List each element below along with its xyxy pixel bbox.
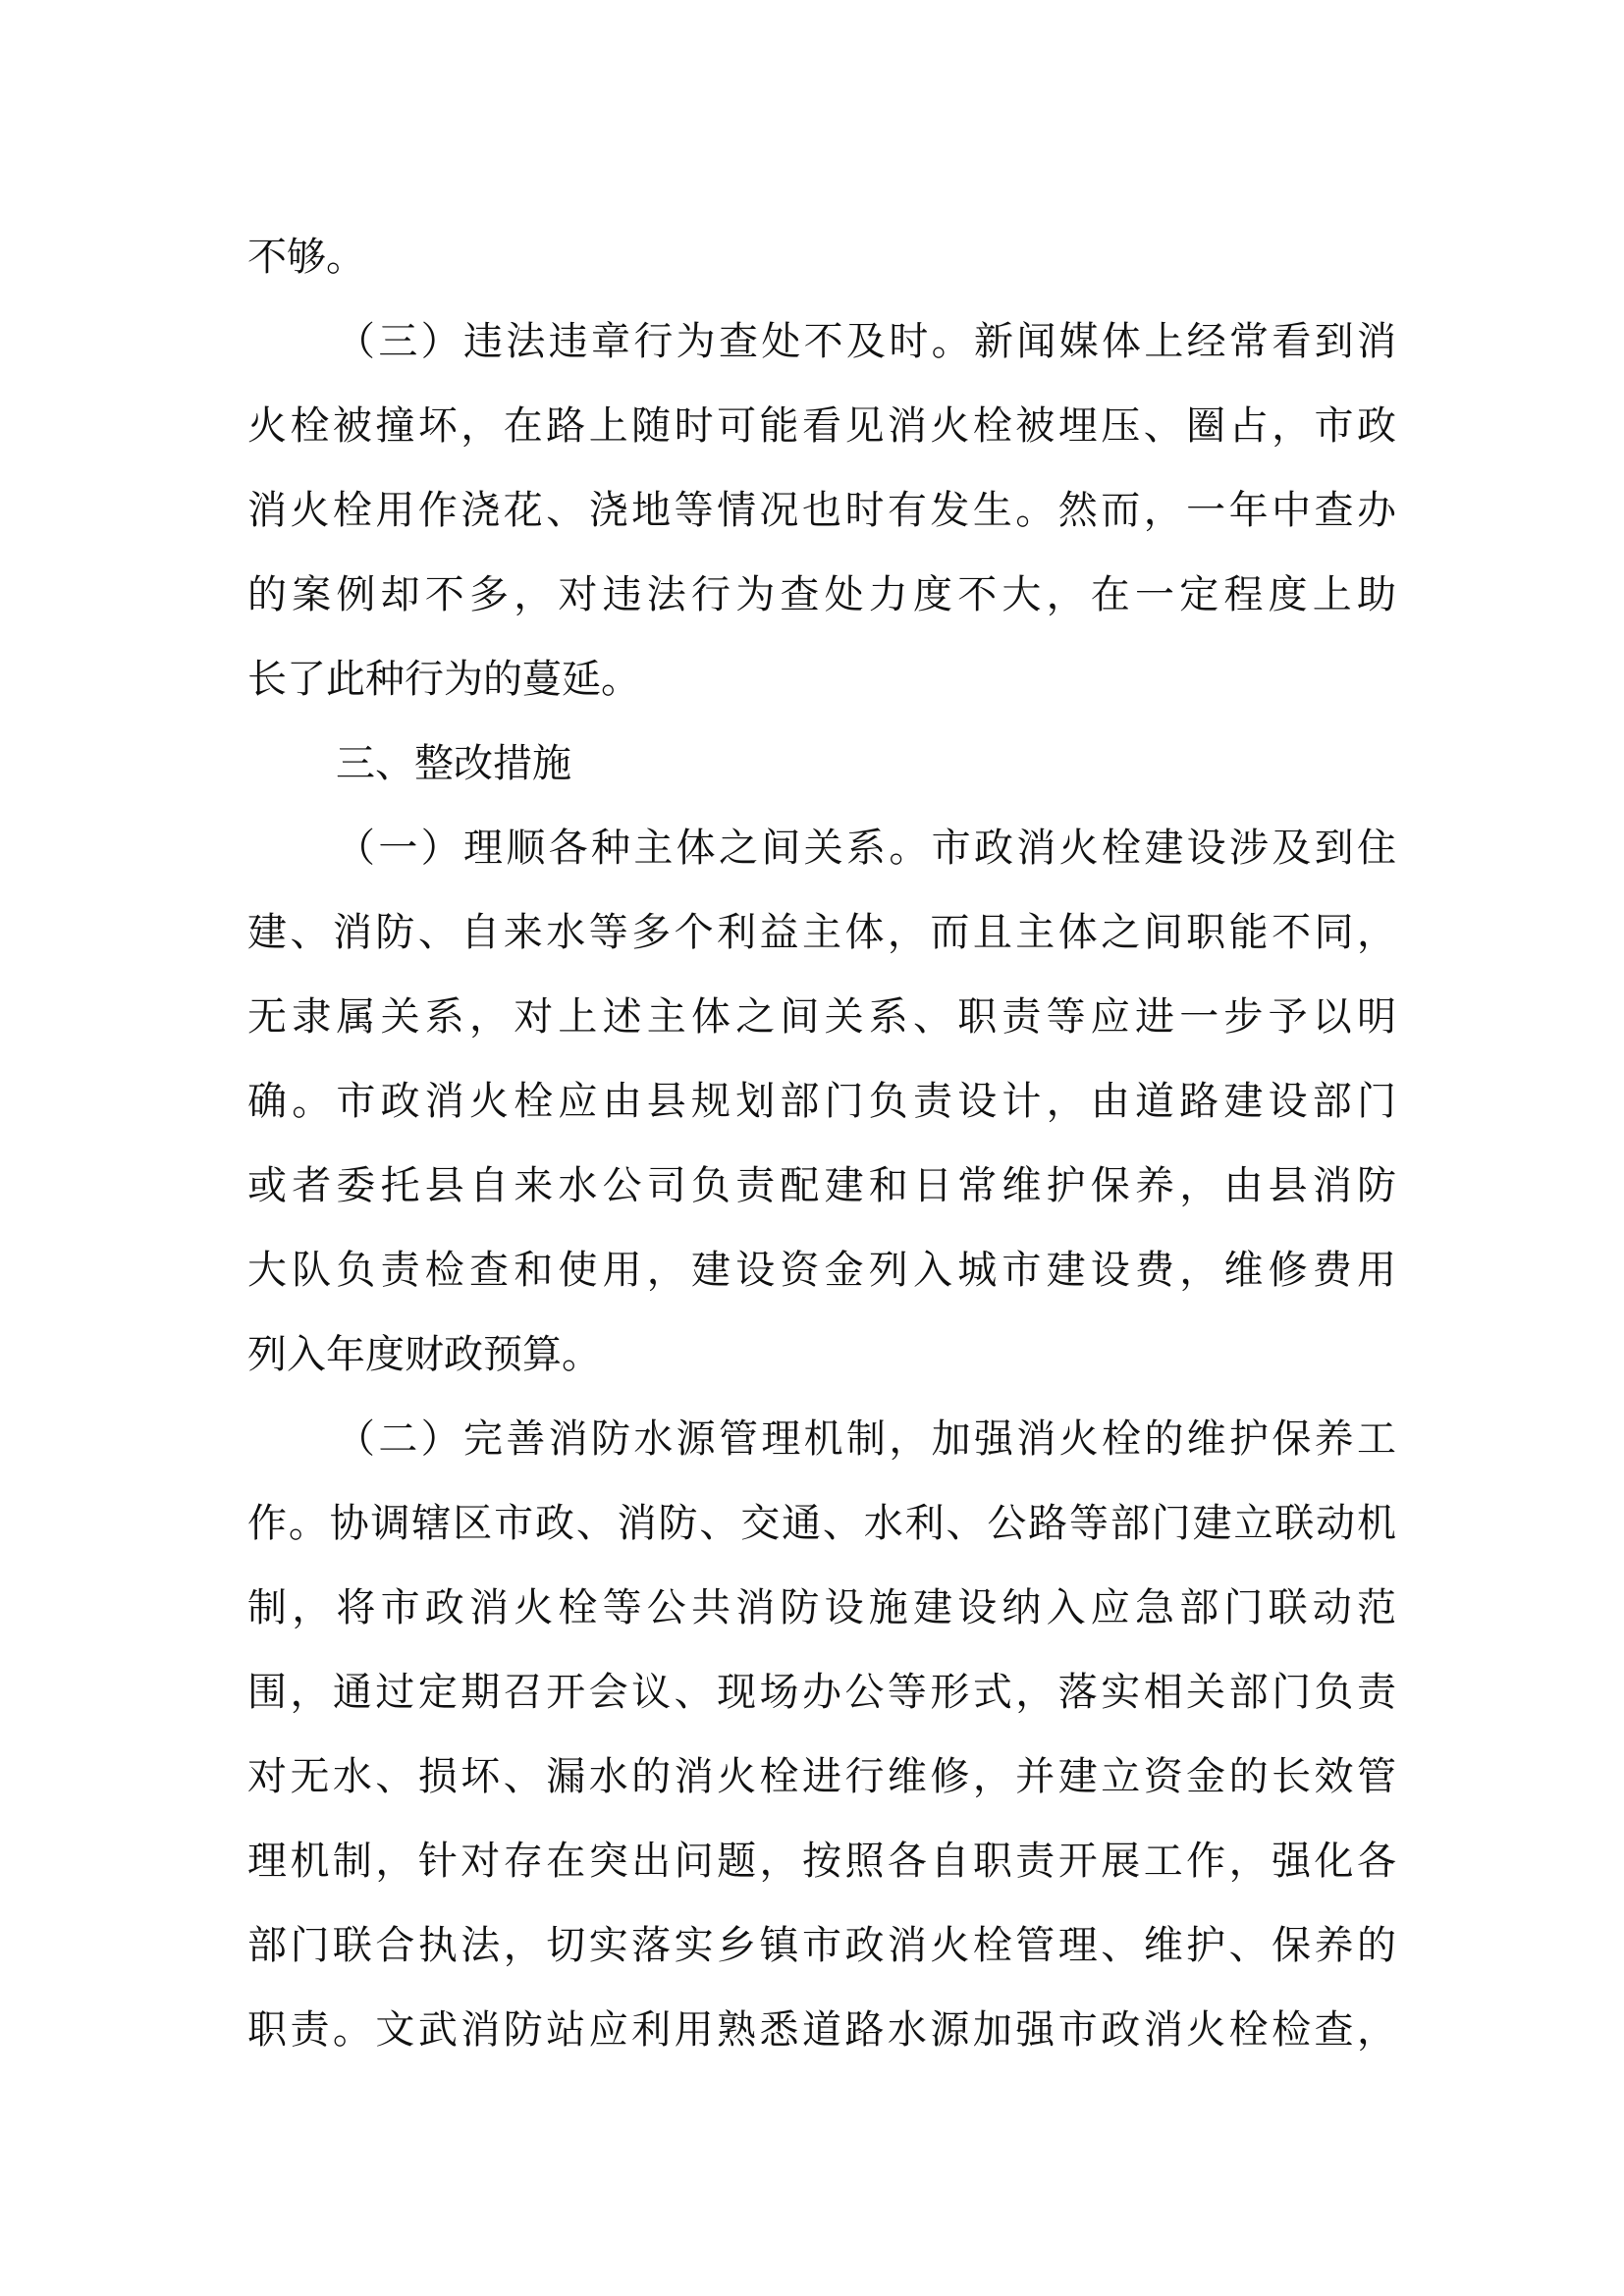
text-line: 作。协调辖区市政、消防、交通、水利、公路等部门建立联动机 [247,1501,1396,1546]
text-line: 理机制，针对存在突出问题，按照各自职责开展工作，强化各 [247,1839,1396,1884]
text-line: 消火栓用作浇花、浇地等情况也时有发生。然而，一年中查办 [247,488,1396,533]
text-line: 列入年度财政预算。 [247,1332,601,1377]
text-line: 火栓被撞坏，在路上随时可能看见消火栓被埋压、圈占，市政 [247,403,1396,449]
text-line: 或者委托县自来水公司负责配建和日常维护保养，由县消防 [247,1163,1396,1208]
text-line: 职责。文武消防站应利用熟悉道路水源加强市政消火栓检查， [247,2007,1396,2053]
text-line: 制，将市政消火栓等公共消防设施建设纳入应急部门联动范 [247,1585,1396,1630]
text-line: 确。市政消火栓应由县规划部门负责设计，由道路建设部门 [247,1079,1396,1124]
text-line: 大队负责检查和使用，建设资金列入城市建设费，维修费用 [247,1248,1396,1293]
subheading-line: （二）完善消防水源管理机制，加强消火栓的维护保养工 [336,1416,1396,1462]
text-line: 部门联合执法，切实落实乡镇市政消火栓管理、维护、保养的 [247,1923,1396,1968]
text-line: 无隶属关系，对上述主体之间关系、职责等应进一步予以明 [247,994,1396,1040]
text-line: 长了此种行为的蔓延。 [247,657,640,702]
subheading-line: （三）违法违章行为查处不及时。新闻媒体上经常看到消 [336,319,1396,364]
text-line: 不够。 [247,235,365,280]
text-line: 的案例却不多，对违法行为查处力度不大，在一定程度上助 [247,572,1396,617]
subheading-line: （一）理顺各种主体之间关系。市政消火栓建设涉及到住 [336,826,1396,871]
section-heading: 三、整改措施 [336,741,571,786]
text-line: 围，通过定期召开会议、现场办公等形式，落实相关部门负责 [247,1670,1396,1715]
text-line: 建、消防、自来水等多个利益主体，而且主体之间职能不同， [247,910,1396,955]
text-line: 对无水、损坏、漏水的消火栓进行维修，并建立资金的长效管 [247,1754,1396,1799]
